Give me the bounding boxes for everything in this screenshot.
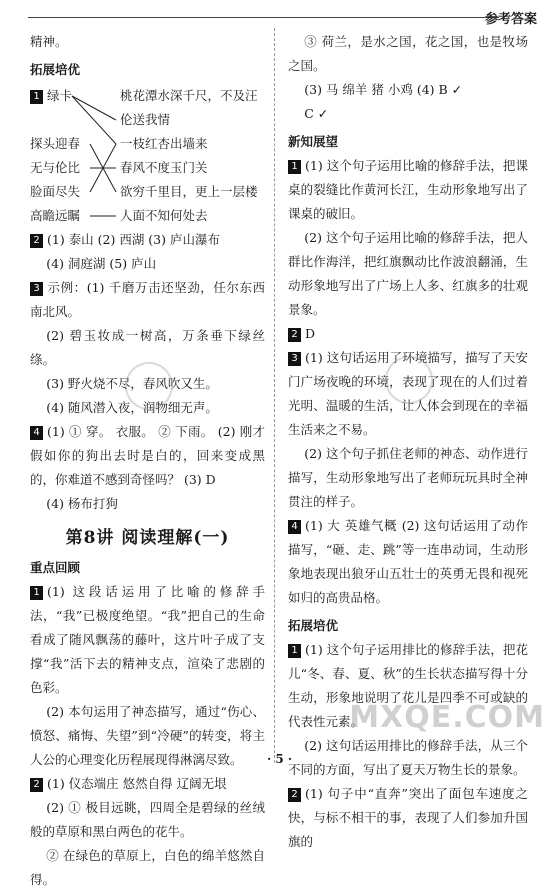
question-number: 4 <box>288 520 301 534</box>
ext-1a: 1 (1) 这个句子运用排比的修辞手法，把花儿“冬、春、夏、秋”的生长状态描写得十分生动，形象地说明了花儿是四季不可或缺的代表性元素。 <box>288 642 528 729</box>
question-number: 2 <box>30 778 43 792</box>
new-4: 4 (1) 大 英雄气概 (2) 这句话运用了动作描写，“砸、走、跳”等一连串动词，生动形象地表现出狼牙山五壮士的英勇无畏和视死如归的高贵品格。 <box>288 518 528 605</box>
match-left-item: 高瞻远瞩 <box>30 208 81 223</box>
answer-4b: (4) 杨布打狗 <box>46 496 118 511</box>
answer-3c: (3) 野火烧不尽，春风吹又生。 <box>46 376 218 391</box>
column-divider <box>274 28 275 763</box>
new-1a: 1 (1) 这个句子运用比喻的修辞手法，把课桌的裂缝比作黄河长江，生动形象地写出了课桌的破旧。 <box>288 158 528 221</box>
question-number: 3 <box>288 352 301 366</box>
answer-3d: (4) 随风潜入夜，润物细无声。 <box>46 400 218 415</box>
new-2: 2 D <box>288 322 528 346</box>
section-heading: 新知展望 <box>288 134 339 149</box>
page-number: · 5 · <box>266 752 293 766</box>
lesson-title: 第8讲 阅读理解(一) <box>65 528 230 548</box>
question-number: 1 <box>30 586 43 600</box>
answer-4: 4 (1) ① 穿。 衣服。 ② 下雨。 (2) 刚才假如你的狗出去时是白的，回来变成黑的，你难道不感到奇怪吗？ (3) D <box>30 424 265 487</box>
answer-2: 2 (1) 泰山 (2) 西湖 (3) 庐山瀑布 <box>30 228 265 252</box>
new-1b: (2) 这个句子运用比喻的修辞手法，把人群比作海洋，把红旗飘动比作波浪翻涌，生动形象地写出了广场上人多、红旗多的壮观景象。 <box>288 230 528 317</box>
answer-2b: (4) 洞庭湖 (5) 庐山 <box>46 256 157 271</box>
reading-1b: (2) 本句运用了神态描写，通过“伤心、愤怒、痛悔、失望”到“冷硬”的转变，将主人公的心理变化历程展现得淋漓尽致。 <box>30 704 265 767</box>
answer-3: 3 示例：(1) 千磨万击还坚劲，任尔东西南北风。 <box>30 280 265 319</box>
match-right-item: 人面不知何处去 <box>120 208 208 223</box>
match-right-item: 桃花潭水深千尺，不及汪伦送我情 <box>120 88 258 127</box>
section-heading: 拓展培优 <box>288 618 339 633</box>
matching-exercise <box>30 84 265 228</box>
question-number: 3 <box>30 282 43 296</box>
question-number: 1 <box>30 90 43 104</box>
answer-3b: (2) 碧玉妆成一树高，万条垂下绿丝绦。 <box>30 328 265 367</box>
new-3b: (2) 这个句子抓住老师的神态、动作进行描写，生动形象地写出了老师玩玩具时全神贯注的样子。 <box>288 446 528 509</box>
match-left-item: 1 绿卡 <box>30 84 72 108</box>
text-line: C ✓ <box>304 106 329 121</box>
reading-2a: 2 (1) 仪态端庄 悠然自得 辽阔无垠 <box>30 772 265 796</box>
match-left-item: 脸面尽失 <box>30 184 81 199</box>
question-number: 1 <box>288 644 301 658</box>
question-number: 4 <box>30 426 43 440</box>
question-number: 2 <box>288 788 301 802</box>
reading-2c: ② 在绿色的草原上，白色的绵羊悠然自得。 <box>30 848 265 887</box>
ext-2: 2 (1) 句子中“直奔”突出了面包车速度之快，与标不相干的事，表现了人们参加升国旗的 <box>288 786 528 849</box>
header-rule <box>28 17 499 18</box>
new-3a: 3 (1) 这句话运用了环境描写，描写了天安门广场夜晚的环境，表现了现在的人们过着光明、温暖的生活，让人体会到现在的幸福生活来之不易。 <box>288 350 528 437</box>
ext-1b: (2) 这句话运用排比的修辞手法，从三个不同的方面，写出了夏天万物生长的景象。 <box>288 738 528 777</box>
match-right-item: 一枝红杏出墙来 <box>120 136 208 151</box>
text-line: (3) 马 绵羊 猪 小鸡 (4) B ✓ <box>304 82 463 97</box>
match-right-item: 春风不度玉门关 <box>120 160 208 175</box>
reading-1a: 1 (1) 这段话运用了比喻的修辞手法，“我”已极度绝望。“我”把自己的生命看成了随风飘荡的藤叶，这片叶子成了支撑“我”活下去的精神支点，渲染了悲剧的色彩。 <box>30 584 265 695</box>
section-heading: 重点回顾 <box>30 560 81 575</box>
match-right-item: 欲穷千里目，更上一层楼 <box>120 184 258 199</box>
match-left-item: 无与伦比 <box>30 160 81 175</box>
reading-2b: (2) ① 极目远眺，四周全是碧绿的丝绒般的草原和黑白两色的花牛。 <box>30 800 265 839</box>
section-heading: 拓展培优 <box>30 62 81 77</box>
match-left-item: 探头迎春 <box>30 136 81 151</box>
text-line: 精神。 <box>30 34 68 49</box>
question-number: 1 <box>288 160 301 174</box>
text-line: ③ 荷兰，是水之国，花之国，也是牧场之国。 <box>288 34 528 73</box>
question-number: 2 <box>30 234 43 248</box>
question-number: 2 <box>288 328 301 342</box>
header-title: 参考答案 <box>484 12 537 27</box>
watermark-logo: MXQE.COM <box>349 700 545 735</box>
